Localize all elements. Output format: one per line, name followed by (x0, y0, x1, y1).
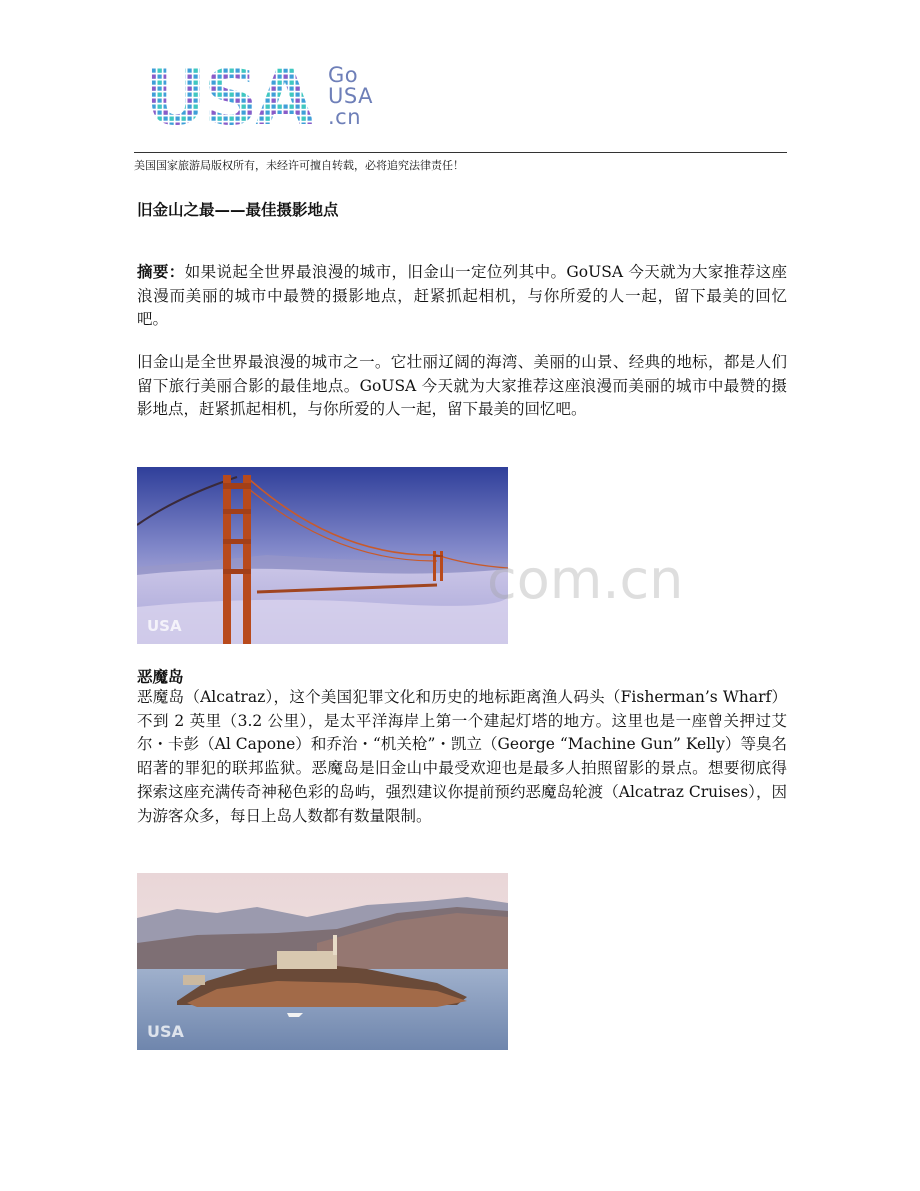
gousa-wordmark (328, 65, 388, 128)
alcatraz-photo (137, 873, 508, 1050)
logo-line-go: Go (328, 63, 359, 87)
page-watermark: com.cn (487, 548, 684, 611)
page-title: 旧金山之最——最佳摄影地点 (137, 201, 339, 219)
summary-paragraph (137, 261, 787, 332)
golden-gate-photo (137, 467, 508, 644)
section-heading-alcatraz: 恶魔岛 (137, 668, 184, 686)
gousa-logo (145, 62, 385, 130)
copyright-notice: 美国国家旅游局版权所有，未经许可擅自转载，必将追究法律责任！ (134, 159, 464, 172)
alcatraz-paragraph: 恶魔岛（Alcatraz），这个美国犯罪文化和历史的地标距离渔人码头（Fisherman’s Wharf）不到 2 英里（3.2 公里），是太平洋海岸上第一个建起灯塔的地方。这里也是一座曾关押过艾尔・卡彭（Al Capone）和乔治・“机关枪”・凯立（George “Machine Gun” Kelly）等臭名昭著的罪犯的联邦监狱。恶魔岛是旧金山中最受欢迎也是最多人拍照留影的景点。想要彻底得探索这座充满传奇神秘色彩的岛屿，强烈建议你提前预约恶魔岛轮渡（Alcatraz Cruises），因为游客众多，每日上岛人数都有数量限制。 (137, 688, 787, 825)
header-divider (134, 152, 787, 153)
svg-text:USA: USA (147, 1022, 184, 1041)
summary-text: 如果说起全世界最浪漫的城市，旧金山一定位列其中。GoUSA 今天就为大家推荐这座浪漫而美丽的城市中最赞的摄影地点，赶紧抓起相机，与你所爱的人一起，留下最美的回忆吧。 (137, 263, 787, 329)
logo-line-cn: .cn (328, 105, 362, 129)
logo-line-usa: USA (328, 84, 373, 108)
svg-text:USA: USA (147, 617, 182, 635)
usa-dot-logo-icon (145, 62, 313, 130)
summary-label: 摘要： (137, 263, 185, 281)
intro-paragraph: 旧金山是全世界最浪漫的城市之一。它壮丽辽阔的海湾、美丽的山景、经典的地标，都是人们留下旅行美丽合影的最佳地点。GoUSA 今天就为大家推荐这座浪漫而美丽的城市中最赞的摄影地点，赶紧抓起相机，与你所爱的人一起，留下最美的回忆吧。 (137, 353, 787, 419)
